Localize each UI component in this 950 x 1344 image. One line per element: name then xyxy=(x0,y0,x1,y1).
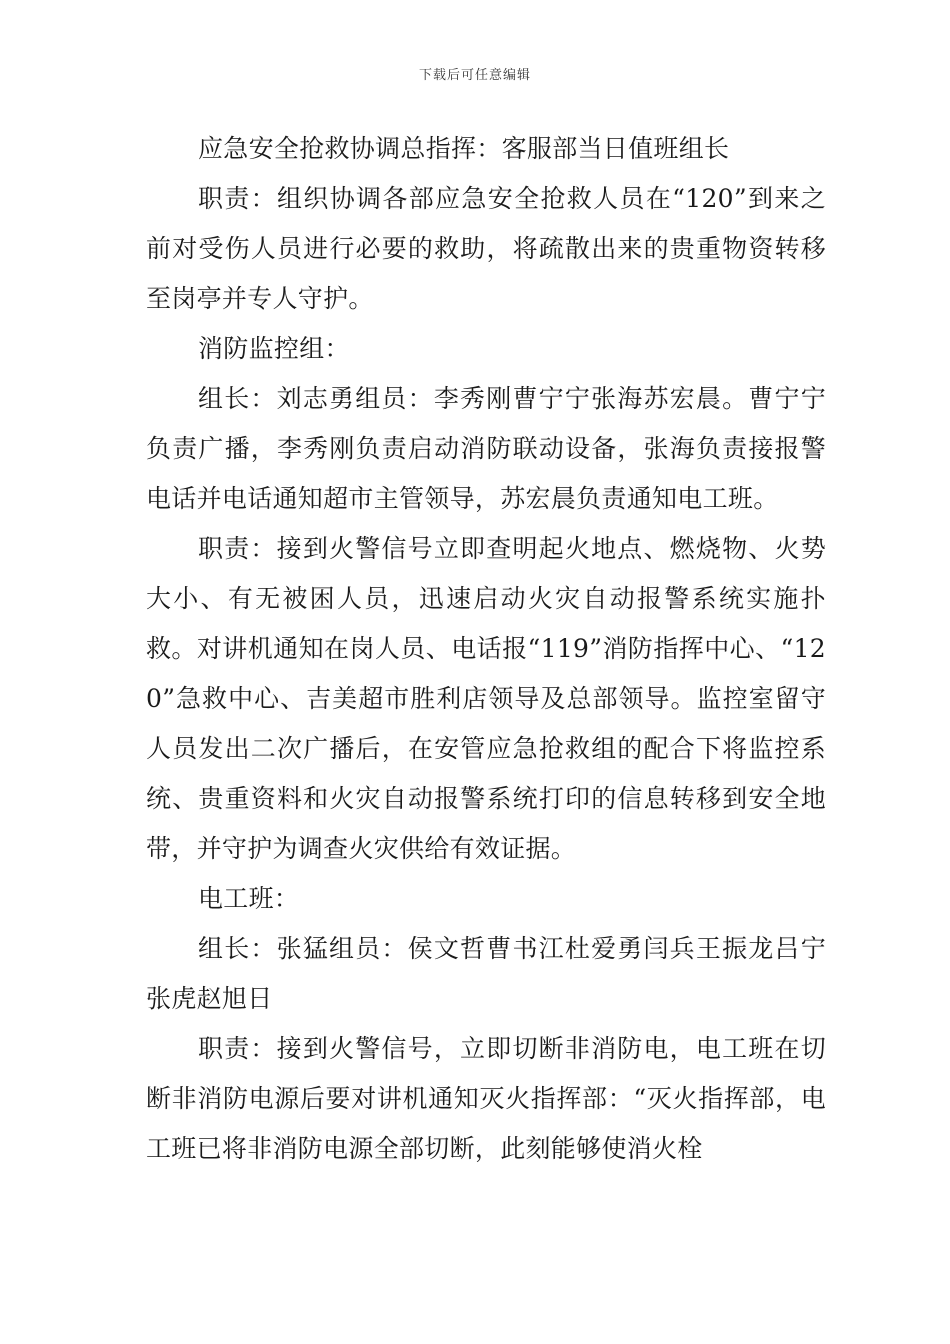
document-body xyxy=(146,124,826,1174)
paragraph-fire-monitor-duty: 职责：接到火警信号立即查明起火地点、燃烧物、火势大小、有无被困人员，迅速启动火灾自动报警系统实施扑救。对讲机通知在岗人员、电话报“119”消防指挥中心、“120”急救中心、吉美超市胜利店领导及总部领导。监控室留守人员发出二次广播后，在安管应急抢救组的配合下将监控系统、贵重资料和火灾自动报警系统打印的信息转移到安全地带，并守护为调查火灾供给有效证据。 xyxy=(146,534,826,863)
paragraph-electrician-heading: 电工班： xyxy=(198,884,300,913)
page-header: 下载后可任意编辑 xyxy=(418,68,531,83)
paragraph-commander: 应急安全抢救协调总指挥：客服部当日值班组长 xyxy=(198,134,730,163)
paragraph-fire-monitor-members: 组长：刘志勇组员：李秀刚曹宁宁张海苏宏晨。曹宁宁负责广播，李秀刚负责启动消防联动设备，张海负责接报警电话并电话通知超市主管领导，苏宏晨负责通知电工班。 xyxy=(146,384,826,513)
paragraph-electrician-duty: 职责：接到火警信号，立即切断非消防电，电工班在切断非消防电源后要对讲机通知灭火指挥部：“灭火指挥部，电工班已将非消防电源全部切断，此刻能够使消火栓 xyxy=(146,1034,826,1163)
paragraph-fire-monitor-heading: 消防监控组： xyxy=(198,334,350,363)
paragraph-electrician-members: 组长：张猛组员：侯文哲曹书江杜爱勇闫兵王振龙吕宁张虎赵旭日 xyxy=(146,934,826,1013)
paragraph-commander-duty: 职责：组织协调各部应急安全抢救人员在“120”到来之前对受伤人员进行必要的救助，将疏散出来的贵重物资转移至岗亭并专人守护。 xyxy=(146,184,826,313)
